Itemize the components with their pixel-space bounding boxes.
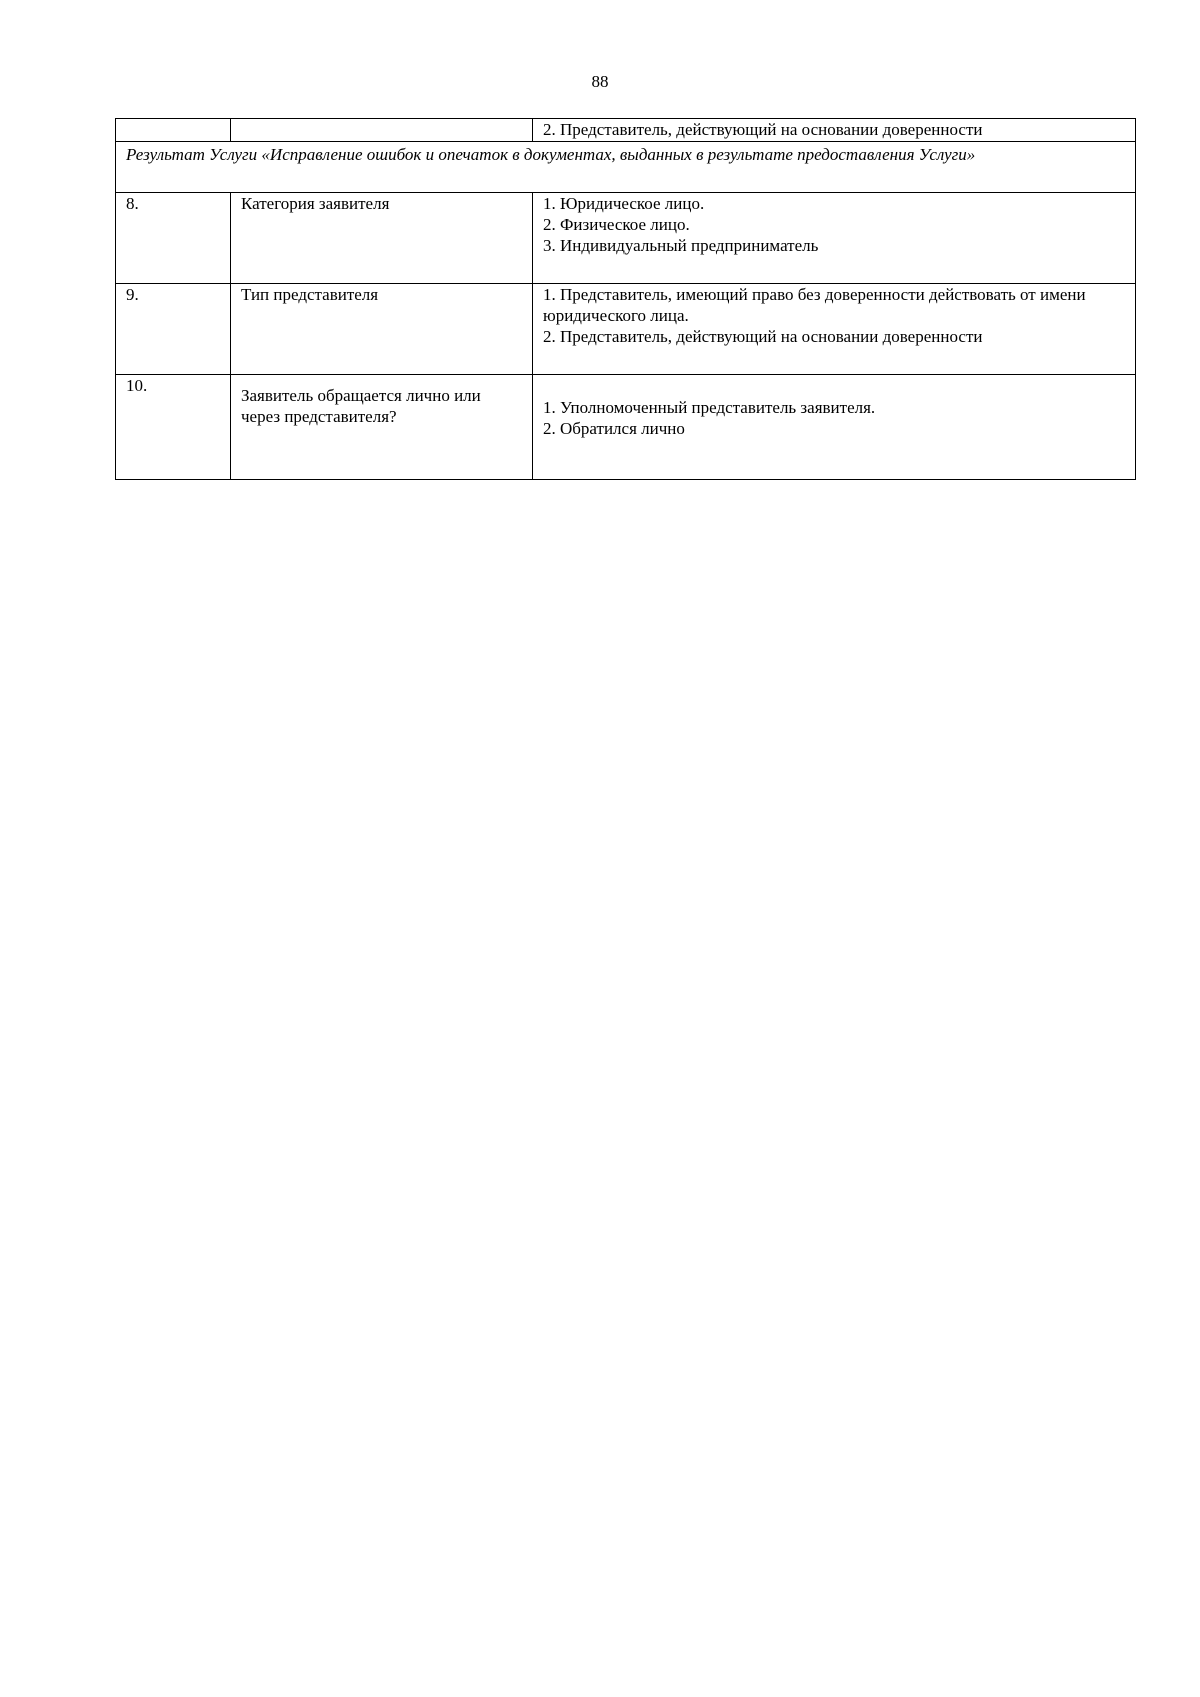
value-line: 1. Представитель, имеющий право без доверенности действовать от имени юридического лица. — [543, 285, 1086, 325]
table-row — [116, 375, 1136, 480]
value-cell — [533, 119, 1136, 142]
value-cell — [533, 375, 1136, 480]
category-cell: Заявитель обращается лично или через представителя? — [231, 375, 533, 480]
category-cell: Категория заявителя — [231, 193, 533, 284]
row-number-cell: 10. — [116, 375, 231, 480]
value-line: 2. Физическое лицо. — [543, 215, 690, 234]
category-cell — [231, 119, 533, 142]
value-line: 1. Уполномоченный представитель заявителя. — [543, 398, 876, 417]
value-cell — [533, 284, 1136, 375]
table-row-continuation — [116, 119, 1136, 142]
page-number: 88 — [591, 72, 609, 91]
criteria-table — [115, 118, 1136, 480]
table-row — [116, 284, 1136, 375]
value-line: 2. Обратился лично — [543, 419, 685, 438]
section-heading: Результат Услуги «Исправление ошибок и опечаток в документах, выданных в результате предоставления Услуги» — [116, 142, 1136, 193]
value-cell — [533, 193, 1136, 284]
value-line: 3. Индивидуальный предприниматель — [543, 236, 819, 255]
row-number-cell — [116, 119, 231, 142]
value-line: 2. Представитель, действующий на основании доверенности — [543, 120, 983, 139]
value-line: 1. Юридическое лицо. — [543, 194, 705, 213]
row-number-cell: 8. — [116, 193, 231, 284]
section-heading-row — [116, 142, 1136, 193]
table-row — [116, 193, 1136, 284]
row-number-cell: 9. — [116, 284, 231, 375]
value-line: 2. Представитель, действующий на основании доверенности — [543, 327, 983, 346]
category-cell: Тип представителя — [231, 284, 533, 375]
